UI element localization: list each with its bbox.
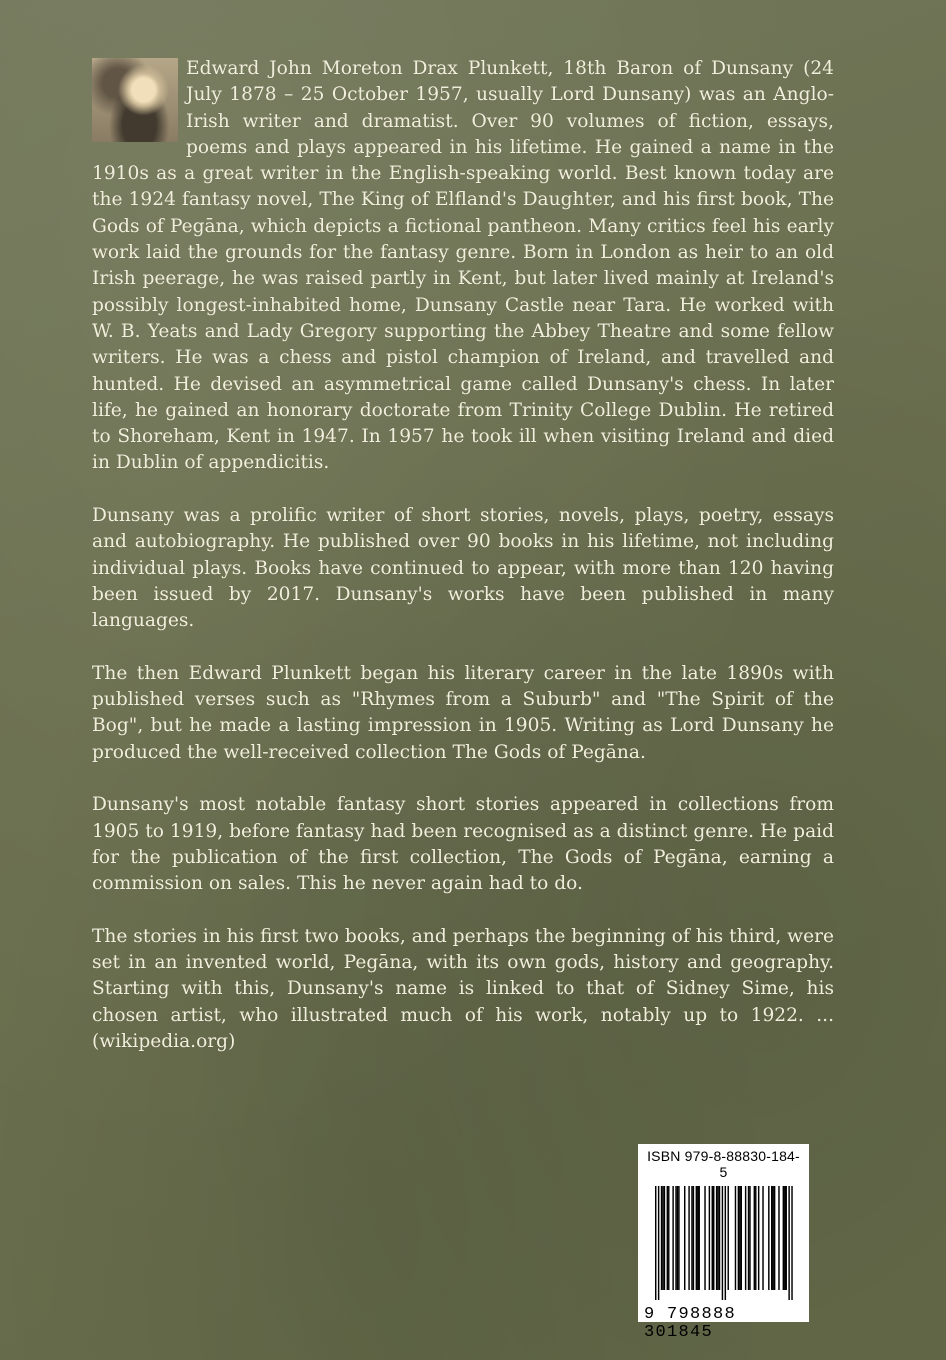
- barcode-bar: [704, 1186, 705, 1290]
- barcode-bar: [695, 1186, 696, 1290]
- isbn-barcode-block: [638, 1144, 809, 1342]
- back-cover-text: [92, 56, 834, 1082]
- paragraph-4: Dunsany's most notable fantasy short stories appeared in collections from 1905 to 1919, before fantasy had been recognised as a distinct genre. He paid for the publication of the first collection, The Gods of Pegāna, earning a commission on sales. This he never again had to do.: [92, 794, 834, 895]
- barcode-bar: [684, 1186, 685, 1290]
- barcode-bar: [660, 1186, 661, 1290]
- barcode-bar: [739, 1186, 740, 1290]
- barcode-bar: [757, 1186, 758, 1290]
- barcode-bar: [672, 1186, 673, 1290]
- barcode-bar: [711, 1186, 712, 1290]
- barcode-bar: [744, 1186, 745, 1290]
- barcode-bar: [749, 1186, 750, 1290]
- paragraph-1: [92, 56, 834, 477]
- barcode-bar: [662, 1186, 663, 1290]
- barcode-bar: [691, 1186, 692, 1290]
- barcode-bar: [657, 1186, 658, 1300]
- paragraph-3: The then Edward Plunkett began his literary career in the late 1890s with published verses such as "Rhymes from a Suburb" and "The Spirit of the Bog", but he made a lasting impression in 1905. Writing as Lord Dunsany he produced the well-received collection The Gods of Pegāna.: [92, 662, 834, 763]
- barcode-bar: [688, 1186, 689, 1290]
- barcode-bar: [740, 1186, 741, 1290]
- barcode-bar: [717, 1186, 718, 1290]
- barcode-bar: [785, 1186, 786, 1290]
- barcode-bar: [773, 1186, 774, 1290]
- barcode-bar: [697, 1186, 698, 1290]
- barcode-bar: [772, 1186, 773, 1290]
- paragraph-2: Dunsany was a prolific writer of short stories, novels, plays, poetry, essays and autobiography. He published over 90 books in his lifetime, not including individual plays. Books have continued to appear, with more than 120 having been issued by 2017. Dunsany's works have been published in many languages.: [92, 505, 834, 632]
- barcode-bar: [784, 1186, 785, 1290]
- barcode-bar: [655, 1186, 656, 1300]
- barcode-bar: [791, 1186, 792, 1300]
- barcode-bar: [698, 1186, 699, 1290]
- barcode-bar: [676, 1186, 677, 1290]
- author-portrait: [92, 58, 178, 142]
- barcode-bar: [753, 1186, 754, 1290]
- barcode-bar: [755, 1186, 756, 1290]
- barcode-bar: [678, 1186, 679, 1290]
- barcode-bar: [768, 1186, 769, 1290]
- barcode-bar: [718, 1186, 719, 1290]
- paragraph-5: The stories in his first two books, and perhaps the beginning of his third, were set in an invented world, Pegāna, with its own gods, history and geography. Starting with this, Dunsany's name is linked to that of Sidney Sime, his chosen artist, who illustrated much of his work, notably up to 1922. ...(wikipedia.org): [92, 925, 834, 1052]
- barcode-bar: [675, 1186, 676, 1290]
- barcode-bar: [734, 1186, 735, 1290]
- barcode-bar: [778, 1186, 779, 1290]
- barcode-bar: [724, 1186, 725, 1300]
- barcode-digits: 9 798888 301845: [644, 1305, 737, 1342]
- isbn-label: ISBN 979-8-88830-184-5: [647, 1148, 800, 1180]
- barcode-bar: [708, 1186, 709, 1290]
- barcode-bar: [715, 1186, 716, 1290]
- barcode-bar: [782, 1186, 783, 1290]
- barcode-bar: [771, 1186, 772, 1290]
- barcode-bar: [668, 1186, 669, 1290]
- barcode-bar: [788, 1186, 789, 1300]
- barcode-bar: [713, 1186, 714, 1290]
- barcode-bar: [762, 1186, 763, 1290]
- barcode-bar: [727, 1186, 728, 1290]
- barcode-bar: [737, 1186, 738, 1290]
- barcode-bar: [692, 1186, 693, 1290]
- barcode-bar: [747, 1186, 748, 1290]
- barcode-bar: [721, 1186, 722, 1300]
- barcode-bar: [666, 1186, 667, 1290]
- barcode-bar: [663, 1186, 664, 1290]
- paragraph-1-text: Edward John Moreton Drax Plunkett, 18th Baron of Dunsany (24 July 1878 – 25 October 1957, usually Lord Dunsany) was an Anglo-Irish writer and dramatist. Over 90 volumes of fiction, essays, poems and plays appeared in his lifetime. He gained a name in the 1910s as a great writer in the English-speaking world. Best known today are the 1924 fantasy novel, The King of Elfland's Daughter, and his first book, The Gods of Pegāna, which depicts a fictional pantheon. Many critics feel his early work laid the grounds for the fantasy genre. Born in London as heir to an old Irish peerage, he was raised partly in Kent, but later lived mainly at Ireland's possibly longest-inhabited home, Dunsany Castle near Tara. He worked with W. B. Yeats and Lady Gregory supporting the Abbey Theatre and some fellow writers. He was a chess and pistol champion of Ireland, and travelled and hunted. He devised an asymmetrical game called Dunsany's chess. In later life, he gained an honorary doctorate from Trinity College Dublin. He retired to Shoreham, Kent in 1947. In 1957 he took ill when visiting Ireland and died in Dublin of appendicitis.: [92, 58, 834, 474]
- barcode-icon: [649, 1186, 799, 1304]
